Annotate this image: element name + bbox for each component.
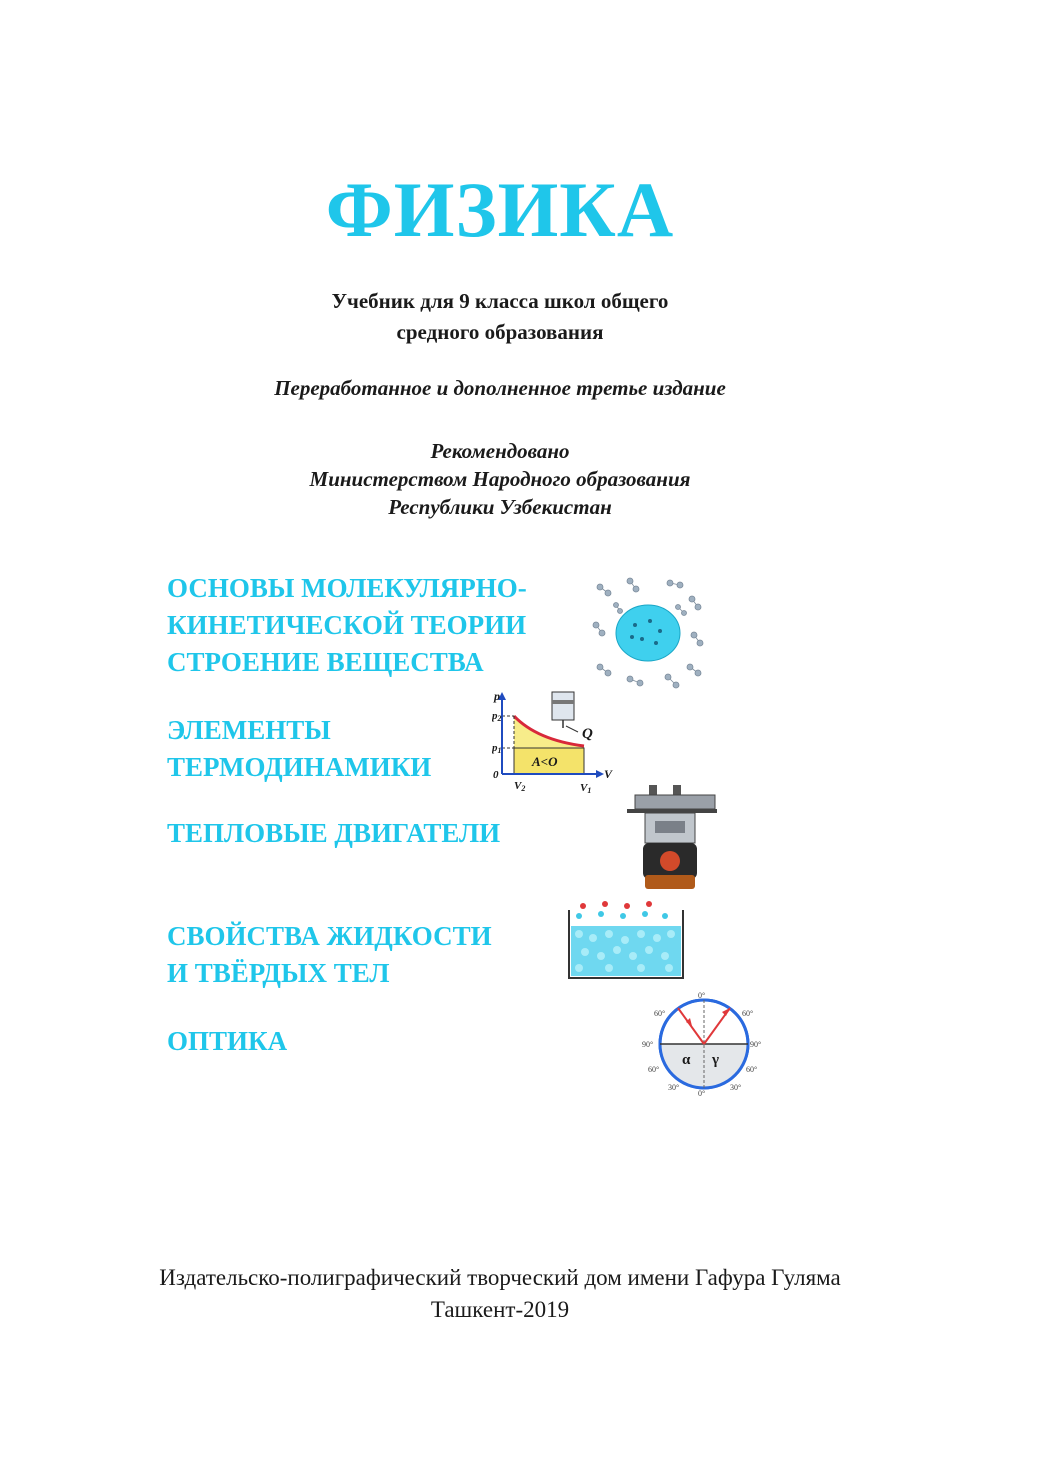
- recommendation-line-1: Рекомендовано: [430, 439, 570, 463]
- origin-label: 0: [493, 769, 499, 781]
- svg-text:p1: [492, 742, 502, 755]
- recommendation: [0, 437, 1000, 521]
- topic-heat-engines: [167, 815, 500, 852]
- topic-molecular-kinetic: [167, 570, 527, 681]
- svg-text:p2: [492, 710, 502, 723]
- topic-line: И ТВЁРДЫХ ТЕЛ: [167, 958, 390, 988]
- topic-thermodynamics: [167, 712, 431, 786]
- topic-line: КИНЕТИЧЕСКОЙ ТЕОРИИ: [167, 610, 527, 640]
- degree-90-right: 90°: [750, 1040, 762, 1049]
- p1-subscript: 1: [497, 746, 502, 755]
- topic-line: ТЕРМОДИНАМИКИ: [167, 752, 432, 782]
- v2-label: V: [514, 780, 522, 792]
- book-subtitle: [0, 286, 1000, 348]
- topic-liquids-solids: [167, 918, 492, 992]
- degree-60-lower-left: 60°: [648, 1065, 660, 1074]
- svg-text:V2: [514, 780, 525, 793]
- subtitle-line-2: средного образования: [396, 320, 604, 344]
- edition-note: Переработанное и дополненное третье издание: [274, 376, 726, 400]
- publisher-city-year: Ташкент-2019: [430, 1297, 570, 1322]
- p1-label: p: [492, 742, 498, 754]
- gamma-label: γ: [712, 1052, 720, 1068]
- alpha-label: α: [682, 1052, 691, 1068]
- topic-line: ТЕПЛОВЫЕ ДВИГАТЕЛИ: [167, 818, 501, 848]
- topic-line: СВОЙСТВА ЖИДКОСТИ: [167, 921, 492, 951]
- publisher-block: [0, 1262, 1000, 1326]
- recommendation-line-2: Министерством Народного образования: [309, 467, 691, 491]
- publisher-name: Издательско-полиграфический творческий дом имени Гафура Гуляма: [159, 1265, 841, 1290]
- degree-90-left: 90°: [642, 1040, 654, 1049]
- topic-line: ОСНОВЫ МОЛЕКУЛЯРНО-: [167, 573, 527, 603]
- molecules-illustration: [590, 575, 705, 690]
- v1-label: V: [580, 782, 588, 794]
- p2-subscript: 2: [497, 714, 502, 723]
- optics-protractor-illustration: [642, 990, 767, 1098]
- subtitle-line-1: Учебник для 9 класса школ общего: [331, 289, 669, 313]
- heat-q-label: Q: [582, 726, 593, 742]
- p-axis-label: p: [494, 689, 500, 703]
- svg-text:V1: [580, 782, 591, 795]
- v1-subscript: 1: [587, 786, 592, 795]
- v-axis-label: V: [604, 767, 613, 781]
- engine-illustration: [625, 785, 720, 893]
- degree-top: 0°: [698, 991, 706, 1000]
- degree-60-lower-right: 60°: [746, 1065, 758, 1074]
- book-title: ФИЗИКА: [325, 166, 675, 253]
- topic-line: ОПТИКА: [167, 1026, 288, 1056]
- p2-label: p: [492, 710, 498, 722]
- recommendation-line-3: Республики Узбекистан: [388, 495, 612, 519]
- v2-subscript: 2: [521, 784, 526, 793]
- topic-optics: [167, 1023, 287, 1060]
- work-label: A<O: [532, 754, 558, 769]
- degree-60-upper-left: 60°: [654, 1009, 666, 1018]
- degree-30-lower-left: 30°: [668, 1083, 680, 1092]
- topic-line: СТРОЕНИЕ ВЕЩЕСТВА: [167, 647, 484, 677]
- degree-30-lower-right: 30°: [730, 1083, 742, 1092]
- topic-line: ЭЛЕМЕНТЫ: [167, 715, 331, 745]
- degree-bottom: 0°: [698, 1089, 706, 1098]
- liquid-container-illustration: [565, 900, 687, 980]
- degree-60-upper-right: 60°: [742, 1009, 754, 1018]
- pv-diagram: [492, 688, 617, 798]
